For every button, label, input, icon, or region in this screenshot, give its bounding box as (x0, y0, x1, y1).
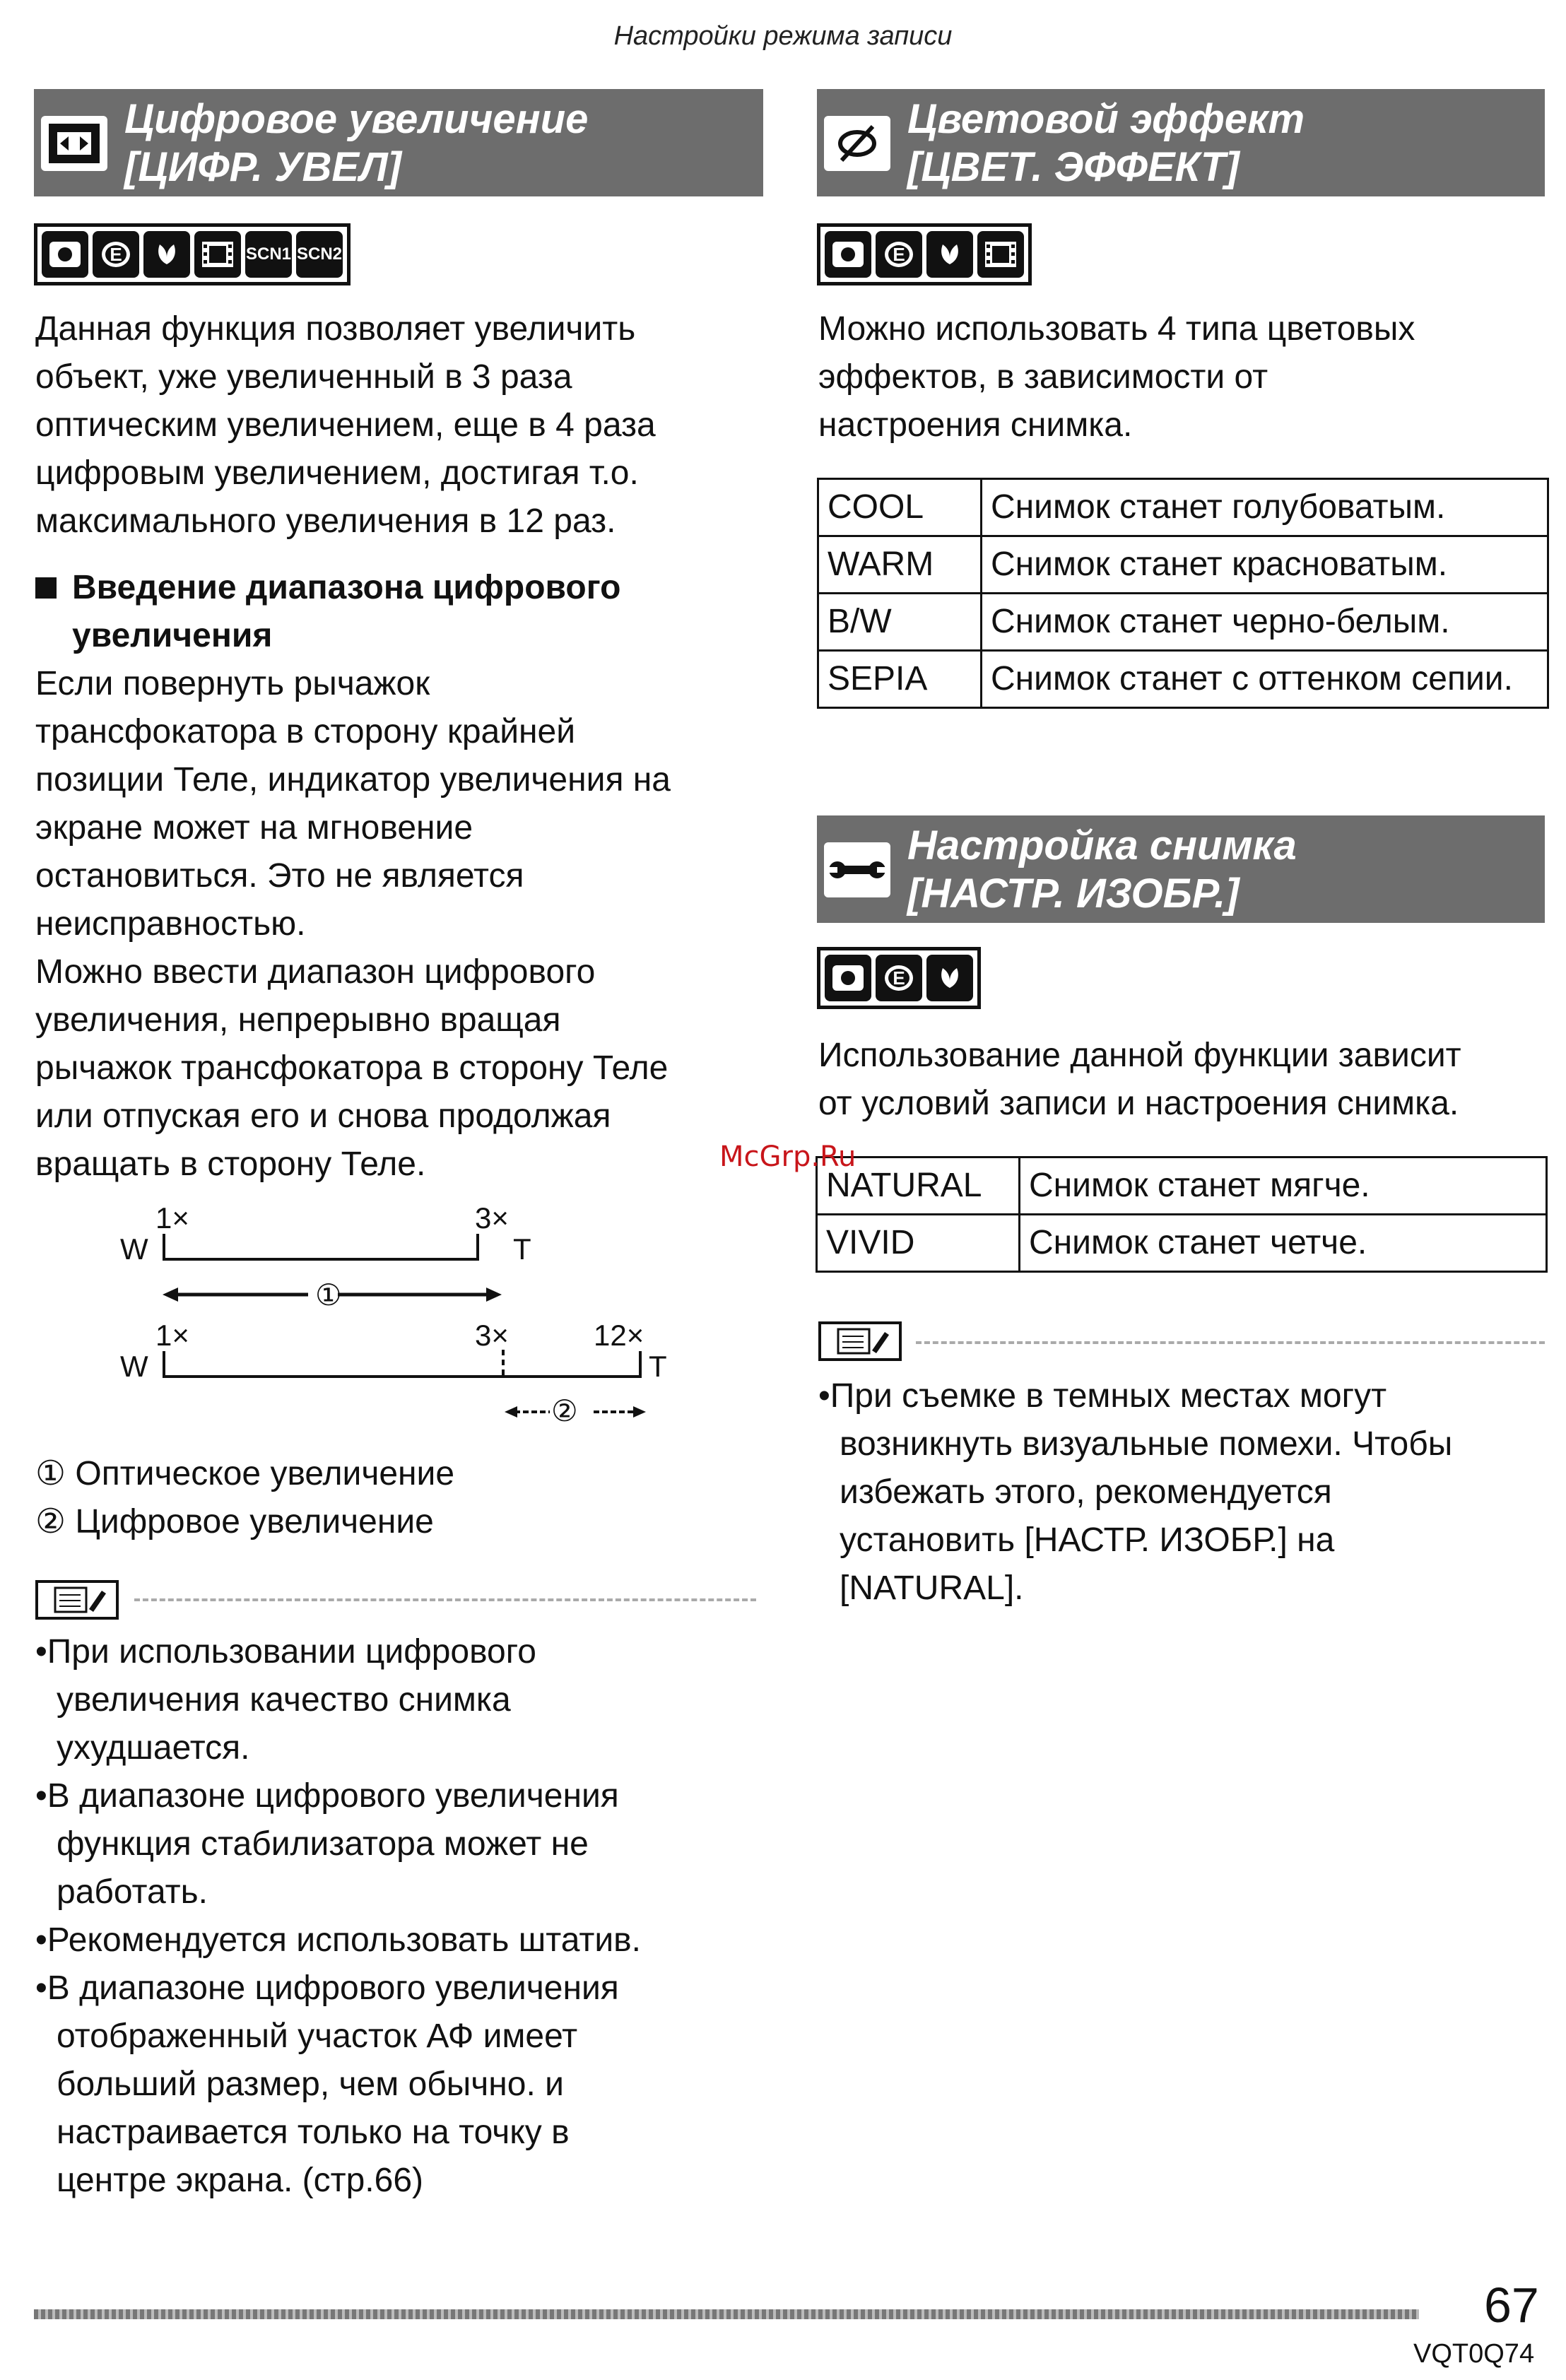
body-line: увеличения, непрерывно вращая (35, 1001, 561, 1039)
table-row (817, 1215, 1547, 1272)
setting-name: NATURAL (817, 1157, 1020, 1215)
setting-name: VIVID (817, 1215, 1020, 1272)
diagram-bottom-t: T (649, 1350, 667, 1383)
digital-zoom-menu-name: [ЦИФР. УВЕЛ] (124, 144, 401, 190)
table-row (818, 594, 1548, 651)
macro-mode-icon (143, 231, 190, 278)
effect-name: B/W (818, 594, 982, 651)
economy-mode-icon: E (876, 231, 922, 278)
digital-zoom-intro (35, 305, 770, 546)
body-line: Можно ввести диапазон цифрового (35, 953, 596, 991)
color-effect-banner (817, 89, 1545, 196)
color-effect-title: Цветовой эффект (907, 96, 1305, 142)
note-line: •При съемке в темных местах могут (818, 1377, 1387, 1415)
intro-line: Данная функция позволяет увеличить (35, 310, 636, 348)
body-line: рычажок трансфокатора в сторону Теле (35, 1049, 669, 1087)
intro-line: максимального увеличения в 12 раз. (35, 502, 616, 540)
intro-line: Использование данной функции зависит (818, 1037, 1461, 1074)
note-line: функция стабилизатора может не (57, 1825, 589, 1863)
scn2-mode-icon: SCN2 (296, 231, 343, 278)
effect-name: COOL (818, 479, 982, 536)
square-bullet-icon (35, 577, 57, 599)
wrench-icon (824, 842, 890, 897)
economy-mode-icon: E (93, 231, 139, 278)
body-line: остановиться. Это не является (35, 857, 524, 895)
subheading-line: увеличения (72, 617, 273, 654)
diagram-marker-2: ② (551, 1394, 578, 1427)
picture-adjust-table (816, 1156, 1548, 1273)
body-line: экране может на мгновение (35, 809, 473, 847)
zoom-diagram (113, 1201, 678, 1442)
color-effect-mode-icons (817, 223, 1032, 285)
note-line: установить [НАСТР. ИЗОБР.] на (840, 1521, 1335, 1559)
note-line: •При использовании цифрового (35, 1633, 536, 1671)
setting-desc: Снимок станет мягче. (1020, 1157, 1547, 1215)
table-row (817, 1157, 1547, 1215)
picture-adjust-menu-name: [НАСТР. ИЗОБР.] (907, 871, 1240, 917)
digital-zoom-title: Цифровое увеличение (124, 96, 589, 142)
body-line: или отпуская его и снова продолжая (35, 1097, 611, 1135)
note-line: увеличения качество снимка (57, 1681, 511, 1719)
picture-adjust-banner (817, 815, 1545, 923)
effect-desc: Снимок станет с оттенком сепии. (982, 651, 1548, 708)
diagram-top-3x: 3× (475, 1201, 509, 1235)
picture-adjust-mode-icons (817, 947, 981, 1009)
diagram-marker-1: ① (315, 1278, 342, 1312)
body-line: вращать в сторону Теле. (35, 1145, 426, 1183)
note-line: возникнуть визуальные помехи. Чтобы (840, 1425, 1453, 1463)
diagram-legend (35, 1450, 770, 1546)
page-number: 67 (1484, 2278, 1539, 2333)
diagram-bottom-12x: 12× (594, 1319, 644, 1352)
diagram-top-t: T (513, 1232, 531, 1266)
camera-mode-icon (825, 231, 871, 278)
digital-zoom-bar (163, 1351, 642, 1378)
note-line: работать. (57, 1873, 208, 1911)
color-effect-icon (824, 116, 890, 171)
body-line: трансфокатора в сторону крайней (35, 713, 576, 750)
digital-zoom-mode-icons (34, 223, 351, 285)
intro-line: эффектов, в зависимости от (818, 358, 1268, 396)
intro-line: оптическим увеличением, еще в 4 раза (35, 406, 656, 444)
table-row (818, 536, 1548, 594)
notes-divider (134, 1598, 756, 1601)
film-mode-icon (977, 231, 1024, 278)
note-line: •В диапазоне цифрового увеличения (35, 1969, 619, 2007)
note-line: [NATURAL]. (840, 1569, 1024, 1607)
body-line: неисправностью. (35, 905, 306, 943)
camera-mode-icon (42, 231, 88, 278)
diagram-bottom-1x: 1× (155, 1319, 189, 1352)
intro-line: объект, уже увеличенный в 3 раза (35, 358, 572, 396)
film-mode-icon (194, 231, 241, 278)
watermark: McGrp.Ru (719, 1141, 856, 1173)
camera-mode-icon (825, 955, 871, 1001)
intro-line: настроения снимка. (818, 406, 1133, 444)
footer-bar (34, 2309, 1419, 2319)
digital-zoom-banner (34, 89, 763, 196)
color-effect-intro (818, 305, 1546, 449)
zoom-range-body (35, 660, 770, 1189)
setting-desc: Снимок станет четче. (1020, 1215, 1547, 1272)
note-line: больший размер, чем обычно. и (57, 2066, 564, 2103)
legend-optical: ① Оптическое увеличение (35, 1455, 455, 1492)
left-notes (35, 1628, 770, 2205)
table-row (818, 651, 1548, 708)
zoom-range-subheading (35, 564, 770, 660)
color-effect-table (817, 478, 1549, 709)
intro-line: цифровым увеличением, достигая т.о. (35, 454, 639, 492)
effect-desc: Снимок станет голубоватым. (982, 479, 1548, 536)
body-line: позиции Теле, индикатор увеличения на (35, 761, 671, 799)
diagram-top-w: W (120, 1232, 148, 1266)
note-line: центре экрана. (стр.66) (57, 2162, 423, 2199)
body-line: Если повернуть рычажок (35, 665, 430, 702)
model-code: VQT0Q74 (1413, 2339, 1535, 2369)
digital-zoom-icon (41, 116, 107, 171)
notes-divider (916, 1341, 1545, 1344)
diagram-bottom-w: W (120, 1350, 148, 1383)
macro-mode-icon (926, 231, 973, 278)
picture-adjust-intro (818, 1032, 1553, 1128)
memo-icon (818, 1321, 902, 1361)
picture-adjust-title: Настройка снимка (907, 823, 1297, 868)
diagram-top-1x: 1× (155, 1201, 189, 1235)
effect-desc: Снимок станет черно-белым. (982, 594, 1548, 651)
note-line: ухудшается. (57, 1729, 250, 1767)
macro-mode-icon (926, 955, 973, 1001)
economy-mode-icon: E (876, 955, 922, 1001)
subheading-line: Введение диапазона цифрового (72, 569, 621, 606)
optical-zoom-bar (163, 1234, 479, 1261)
table-row (818, 479, 1548, 536)
color-effect-menu-name: [ЦВЕТ. ЭФФЕКТ] (907, 144, 1240, 190)
note-line: •Рекомендуется использовать штатив. (35, 1921, 641, 1959)
intro-line: Можно использовать 4 типа цветовых (818, 310, 1415, 348)
intro-line: от условий записи и настроения снимка. (818, 1085, 1459, 1122)
diagram-bottom-3x: 3× (475, 1319, 509, 1352)
note-line: отображенный участок АФ имеет (57, 2017, 578, 2055)
memo-icon (35, 1580, 119, 1620)
scn1-mode-icon: SCN1 (245, 231, 292, 278)
note-line: настраивается только на точку в (57, 2114, 570, 2151)
effect-name: SEPIA (818, 651, 982, 708)
note-line: избежать этого, рекомендуется (840, 1473, 1332, 1511)
legend-digital: ② Цифровое увеличение (35, 1503, 434, 1540)
right-notes (818, 1372, 1553, 1613)
page-header: Настройки режима записи (613, 21, 953, 51)
effect-name: WARM (818, 536, 982, 594)
effect-desc: Снимок станет красноватым. (982, 536, 1548, 594)
note-line: •В диапазоне цифрового увеличения (35, 1777, 619, 1815)
